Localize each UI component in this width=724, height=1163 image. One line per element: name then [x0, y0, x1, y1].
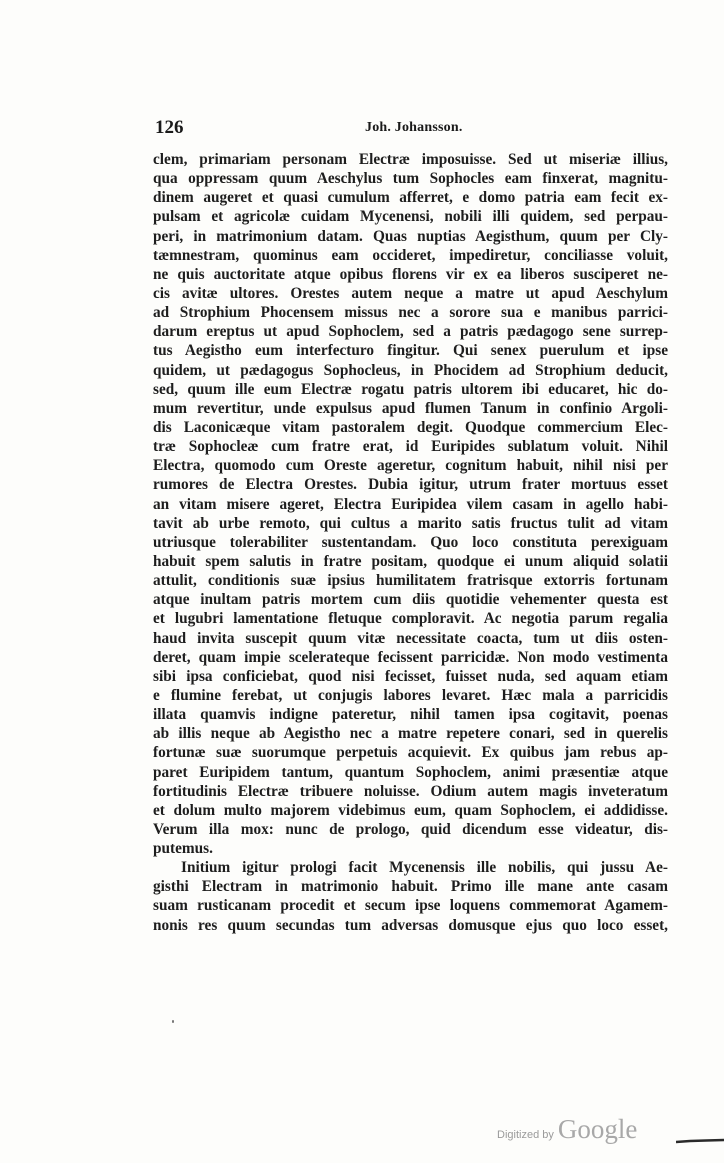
text-line: tavit ab urbe remoto, qui cultus a marito satis fructus tulit ad vitam [153, 514, 668, 532]
text-line: darum ereptus ut apud Sophoclem, sed a patris pædagogo sene surrep- [153, 323, 668, 341]
text-line: et dolum multo majorem videbimus eum, quam Sophoclem, ei addidisse. [153, 801, 668, 819]
text-line: paret Euripidem tantum, quantum Sophoclem, animi præsentiæ atque [153, 763, 668, 781]
text-line: fortunæ suæ suorumque perpetuis acquievit. Ex quibus jam rebus ap- [153, 744, 668, 762]
text-line: suam rusticanam procedit et secum ipse loquens commemorat Agamem- [153, 897, 668, 915]
text-line: Initium igitur prologi facit Mycenensis ille nobilis, qui jussu Ae- [181, 859, 668, 877]
text-line: ad Strophium Phocensem missus nec a sorore sua e manibus parrici- [153, 304, 668, 322]
text-line: sed, quum ille eum Electræ rogatu patris ultorem ibi educaret, hic do- [153, 380, 668, 398]
text-line: quidem, ut pædagogus Sophocleus, in Phocidem ad Strophium deducit, [153, 361, 668, 379]
text-line: habuit spem salutis in fratre positam, quodque ei unum aliquid solatii [153, 552, 668, 570]
digitization-watermark [497, 1114, 637, 1146]
text-line: sibi ipsa conficiebat, quod nisi fecisset, fuisset nuda, sed aquam etiam [153, 667, 668, 685]
text-line: deret, quam impie scelerateque fecissent parricidæ. Non modo vestimenta [153, 648, 668, 666]
running-title: Joh. Johansson. [365, 120, 463, 135]
text-line: cis avitæ ultores. Orestes autem neque a matre ut apud Aeschylum [153, 284, 668, 302]
text-line: illata quamvis indigne pateretur, nihil tamen ipsa cogitavit, poenas [153, 706, 668, 724]
text-line: attulit, conditionis suæ ipsius humilitatem fratrisque extorris fortunam [153, 572, 668, 590]
text-line: putemus. [153, 840, 213, 858]
text-line: Electra, quomodo cum Oreste ageretur, cognitum habuit, nihil nisi per [153, 457, 668, 475]
text-line: dis Laconicæque vitam pastoralem degit. Quodque commercium Elec- [153, 418, 668, 436]
text-line: fortitudinis Electræ tribuere noluisse. Odium autem magis inveteratum [153, 782, 668, 800]
text-line: mum revertitur, unde expulsus apud flumen Tanum in confinio Argoli- [153, 399, 668, 417]
text-line: Verum illa mox: nunc de prologo, quid dicendum esse videatur, dis- [153, 820, 668, 838]
text-line: gisthi Electram in matrimonio habuit. Primo ille mane ante casam [153, 878, 668, 896]
text-line: atque inultam patris mortem cum diis quotidie vehementer questa est [153, 591, 668, 609]
text-line: an vitam misere ageret, Electra Euripidea vilem casam in agello habi- [153, 495, 668, 513]
google-logo: Google [557, 1114, 638, 1144]
text-line: tus Aegistho eum interfecturo fingitur. Qui senex puerulum et ipse [153, 342, 668, 360]
text-line: ne quis auctoritate atque opibus florens vir ex ea liberos susciperet ne- [153, 265, 668, 283]
text-line: haud invita suscepit quum vitæ necessitate coacta, tum ut diis osten- [153, 629, 668, 647]
text-line: e flumine ferebat, ut conjugis labores levaret. Hæc mala a parricidis [153, 686, 668, 704]
text-line: pulsam et agricolæ cuidam Mycenensi, nobili illi quidem, sed perpau- [153, 208, 668, 226]
text-line: nonis res quum secundas tum adversas domusque ejus quo loco esset, [153, 916, 668, 934]
text-line: ab illis neque ab Aegistho nec a matre repetere conari, sed in querelis [153, 725, 668, 743]
text-line: clem, primariam personam Electræ imposuisse. Sed ut miseriæ illius, [153, 151, 668, 168]
page-edge-mark [676, 1138, 724, 1144]
text-line: dinem augeret et quasi cumulum afferret, e domo patria eam fecit ex- [153, 189, 668, 207]
text-line: rumores de Electra Orestes. Dubia igitur, utrum frater mortuus esset [153, 476, 668, 494]
text-line: peri, in matrimonium datam. Quas nuptias Aegisthum, quum per Cly- [153, 227, 668, 245]
text-line: et lugubri lamentatione fletuque comploravit. Ac negotia parum regalia [153, 610, 668, 628]
running-head [155, 117, 675, 141]
body-text [153, 150, 668, 935]
text-line: tæmnestram, quominus eam occideret, impediretur, conciliasse voluit, [153, 246, 668, 264]
text-line: utriusque tolerabiliter sustentandam. Quo loco constituta perexiguam [153, 533, 668, 551]
text-line: træ Sophocleæ cum fratre erat, id Euripides sublatum voluit. Nihil [153, 438, 668, 456]
text-line: qua oppressam quum Aeschylus tum Sophocles eam finxerat, magnitu- [153, 170, 668, 188]
watermark-prefix: Digitized by [497, 1129, 554, 1141]
ink-speck [172, 1020, 174, 1023]
page-number: 126 [155, 117, 184, 138]
